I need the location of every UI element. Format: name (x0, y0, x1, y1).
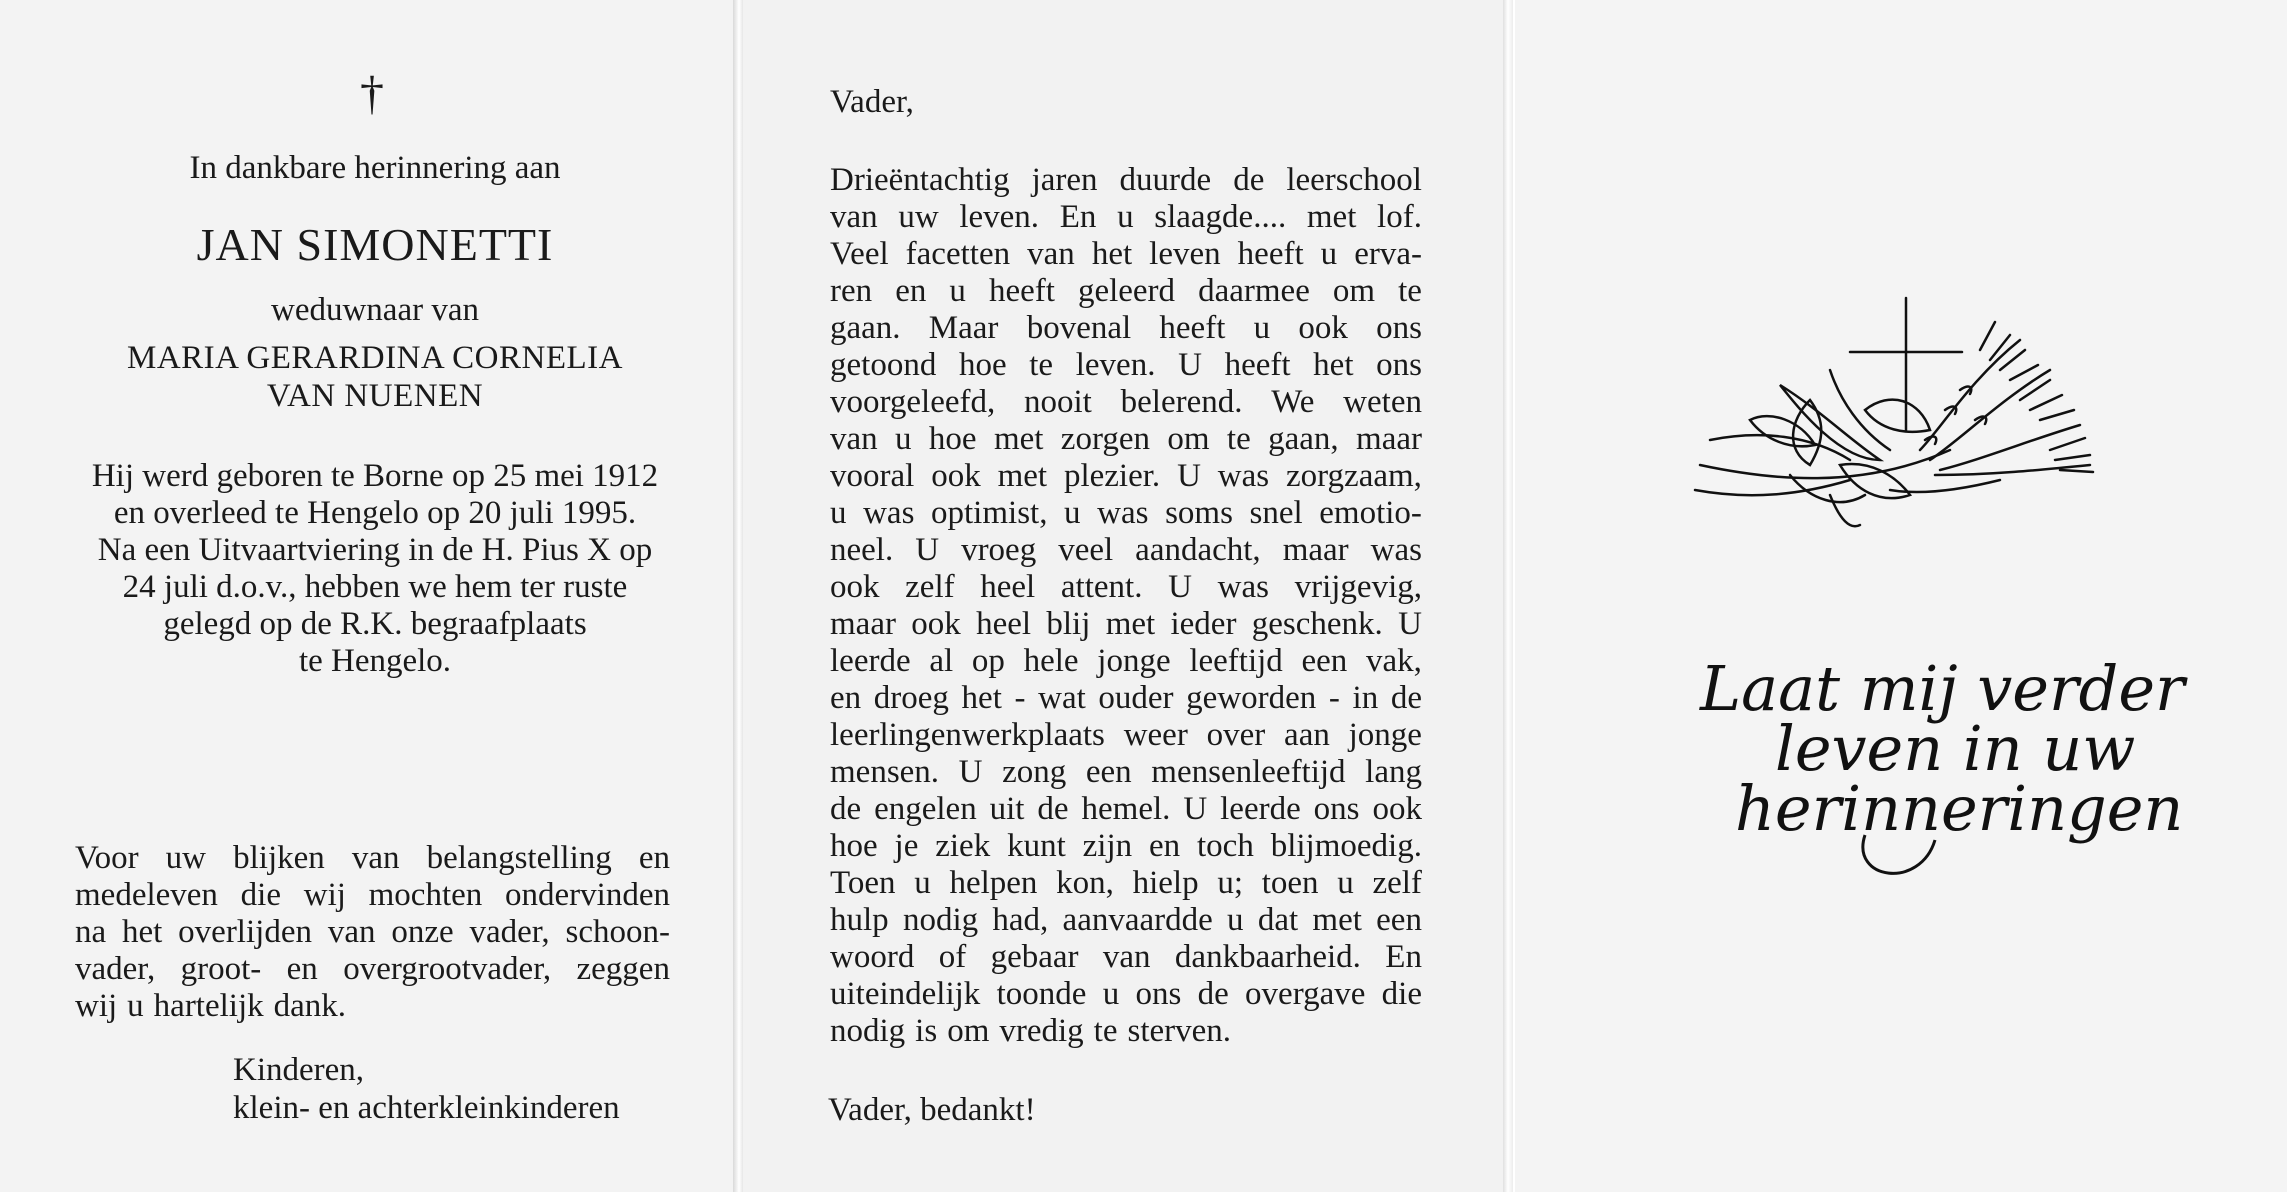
leaf-stroke (1830, 370, 1890, 450)
text-line: na het overlijden van onze vader, schoon- (75, 914, 670, 950)
leaf-stroke (1695, 480, 1850, 495)
bio-line: gelegd op de R.K. begraafplaats (163, 606, 587, 642)
text-line: getoond hoe te leven. U heeft het ons (830, 347, 1422, 383)
middle-letter-panel (743, 0, 1505, 1192)
text-line: uiteindelijk toonde u ons de overgave die (830, 976, 1422, 1012)
text-line: de engelen uit de hemel. U leerde ons ook (830, 791, 1422, 827)
left-card-panel (0, 0, 735, 1192)
bio-line: en overleed te Hengelo op 20 juli 1995. (113, 495, 637, 531)
cross-icon: † (360, 67, 384, 120)
wheat-awns (1980, 322, 2038, 380)
text-line: Veel facetten van het leven heeft u erva- (830, 236, 1422, 272)
script-line: leven in uw (1775, 712, 2136, 785)
text-line: vader, groot- en overgrootvader, zeggen (75, 951, 670, 987)
floral-cross-illustration (1690, 290, 2110, 610)
fold-divider (733, 0, 743, 1192)
spouse-name-line1: MARIA GERARDINA CORNELIA (126, 340, 623, 376)
text-line: neel. U vroeg veel aandacht, maar was (830, 532, 1422, 568)
text-line: medeleven die wij mochten ondervinden (75, 877, 670, 913)
text-line: maar ook heel blij met ieder geschenk. U (830, 606, 1422, 642)
text-line: mensen. U zong een mensenleeftijd lang (830, 754, 1422, 790)
wheat-awns (2020, 380, 2074, 420)
text-line: woord of gebaar van dankbaarheid. En (830, 939, 1422, 975)
text-line: hoe je ziek kunt zijn en toch blijmoedig. (830, 828, 1422, 864)
thanks-paragraph (75, 840, 670, 1025)
bio-line: te Hengelo. (298, 643, 452, 679)
calligraphy-verse (1690, 640, 2185, 890)
bio-line: 24 juli d.o.v., hebben we hem ter ruste (122, 569, 628, 605)
text-line: leerde al op hele jonge leeftijd een vak, (830, 643, 1422, 679)
text-line: Voor uw blijken van belangstelling en (75, 840, 670, 876)
intro-text: In dankbare herinnering aan (189, 150, 561, 186)
widower-text: weduwnaar van (271, 292, 479, 328)
text-line: Drieëntachtig jaren duurde de leerschool (830, 162, 1422, 198)
text-line: gaan. Maar bovenal heeft u ook ons (830, 310, 1422, 346)
letter-body (830, 162, 1422, 1050)
signoff-children: Kinderen, (233, 1052, 365, 1088)
text-line: voorgeleefd, nooit belerend. We weten (830, 384, 1422, 420)
deceased-name: JAN SIMONETTI (196, 219, 554, 270)
text-line: nodig is om vredig te sterven. (830, 1013, 1232, 1049)
script-line: Laat mij verder (1700, 652, 2185, 725)
text-line: leerlingenwerkplaats weer over aan jonge (830, 717, 1422, 753)
text-line: van uw leven. En u slaagde.... met lof. (830, 199, 1422, 235)
text-line: u was optimist, u was soms snel emotio- (830, 495, 1422, 531)
text-line: ren en u heeft geleerd daarmee om te (830, 273, 1422, 309)
spouse-name-line2: VAN NUENEN (266, 378, 484, 414)
letter-closing: Vader, bedankt! (828, 1092, 1036, 1128)
signoff-grandchildren: klein- en achterkleinkinderen (233, 1090, 620, 1126)
text-line: en droeg het - wat ouder geworden - in de (830, 680, 1422, 716)
text-line: vooral ook met plezier. U was zorgzaam, (830, 458, 1422, 494)
letter-salutation: Vader, (830, 84, 914, 120)
text-line: van u hoe met zorgen om te gaan, maar (830, 421, 1422, 457)
bio-line: Na een Uitvaartviering in de H. Pius X op (97, 532, 653, 568)
script-line: herinneringen (1735, 772, 2184, 845)
bio-line: Hij werd geboren te Borne op 25 mei 1912 (91, 458, 659, 494)
fold-divider (1503, 0, 1513, 1192)
petal (1865, 400, 1930, 432)
text-line: Toen u helpen kon, hielp u; toen u zelf (830, 865, 1422, 901)
leaf-stroke (1700, 450, 1950, 478)
text-line: hulp nodig had, aanvaardde u dat met een (830, 902, 1422, 938)
berry-sprig (1925, 387, 1986, 444)
text-line: wij u hartelijk dank. (75, 988, 347, 1024)
text-line: ook zelf heel attent. U was vrijgevig, (830, 569, 1422, 605)
bio-block (0, 458, 750, 680)
petal (1793, 400, 1821, 465)
